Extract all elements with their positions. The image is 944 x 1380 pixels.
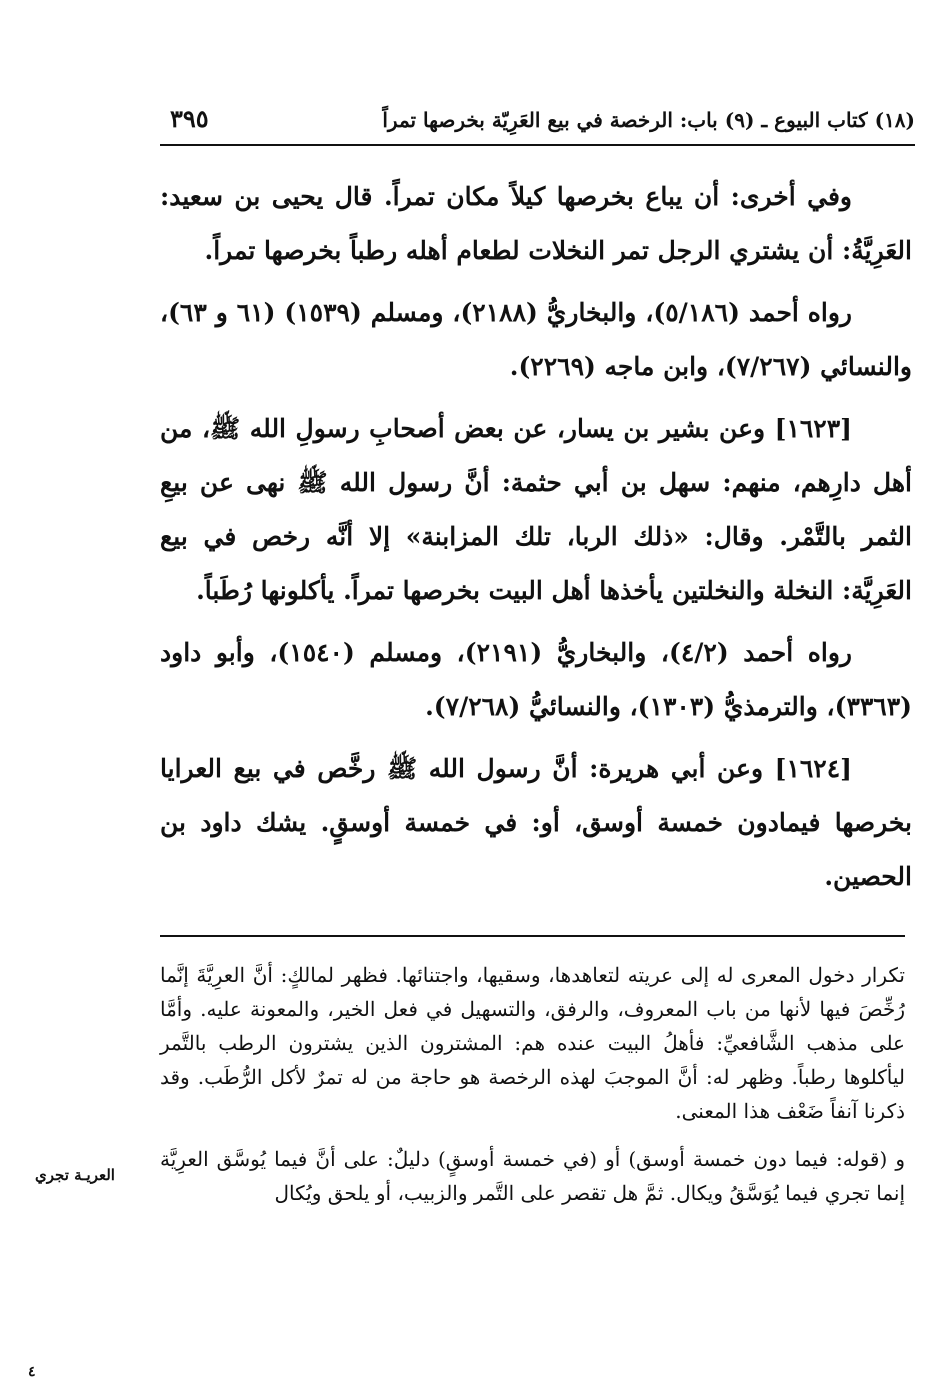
footnote-rule [160,935,905,937]
paragraph-references: رواه أحمد (٤/٢)، والبخاريُّ (٢١٩١)، ومسلم (١٥٤٠)، وأبو داود (٣٣٦٣)، والترمذيُّ (١٣٠٣)، والنسائيُّ (٧/٢٦٨). [160,638,912,721]
paragraph-hadith-1623: [١٦٢٣] وعن بشير بن يسار، عن بعض أصحابِ رسولِ الله ﷺ، من أهل دارِهم، منهم: سهل بن أبي حثمة: أنَّ رسول الله ﷺ نهى عن بيعِ الثمر بالتَّمْر. وقال: «ذلك الربا، تلك المزابنة» إلا أنَّه رخص في بيع العَرِيَّة: النخلة والنخلتين يأخذها أهل البيت بخرصها تمراً. يأكلونها رُطَباً. [160,414,912,605]
margin-note: العريـة تجري [35,1166,115,1184]
corner-mark: ٤ [28,1364,36,1380]
header-rule [160,144,915,146]
paragraph-references: رواه أحمد (٥/١٨٦)، والبخاريُّ (٢١٨٨)، ومسلم (١٥٣٩) (٦١ و ٦٣)، والنسائي (٧/٢٦٧)، وابن ماجه (٢٢٦٩). [160,298,912,381]
page-number: ٣٩٥ [170,104,209,133]
paragraph-variant-narration: وفي أخرى: أن يباع بخرصها كيلاً مكان تمراً. قال يحيى بن سعيد: العَرِيَّةُ: أن يشتري الرجل تمر النخلات لطعام أهله رطباً بخرصها تمراً. [160,182,912,265]
paragraph-hadith-1624: [١٦٢٤] وعن أبي هريرة: أنَّ رسول الله ﷺ رخَّص في بيع العرايا بخرصها فيمادون خمسة أوسق، أو: في خمسة أوسقٍ. يشك داود بن الحصين. [160,754,912,891]
page-header [160,96,915,142]
main-text [160,170,912,912]
footnote-paragraph: تكرار دخول المعرى له إلى عريته لتعاهدها، وسقيها، واجتنائها. فظهر لمالكٍ: أنَّ العرِيَّةَ إنَّما رُخِّصَ فيها لأنها من باب المعروف، والرفق، والتسهيل في فعل الخير، والمعونة عليه. وأمَّا على مذهب الشَّافعيِّ: فأهلُ البيت عنده هم: المشترون الذين يشترون الرطب بالتَّمر ليأكلوها رطباً. وظهر له: أنَّ الموجبَ لهذه الرخصة هو حاجة من له تمرٌ لأكل الرُّطَب. وقد ذكرنا آنفاً ضَعْف هذا المعنى. [160,963,905,1123]
running-title: (١٨) كتاب البيوع ـ (٩) باب: الرخصة في بيع العَرِيّة بخرصها تمراً [382,108,915,132]
footnotes [160,958,905,1210]
footnote-paragraph: و (قوله: فيما دون خمسة أوسق) أو (في خمسة أوسقٍ) دليلٌ: على أنَّ فيما يُوسَّق العرِيَّة إنما تجري فيما يُوَسَّقُ ويكال. ثمَّ هل تقصر على التَّمر والزبيب، أو يلحق ويُكال [160,1147,905,1205]
